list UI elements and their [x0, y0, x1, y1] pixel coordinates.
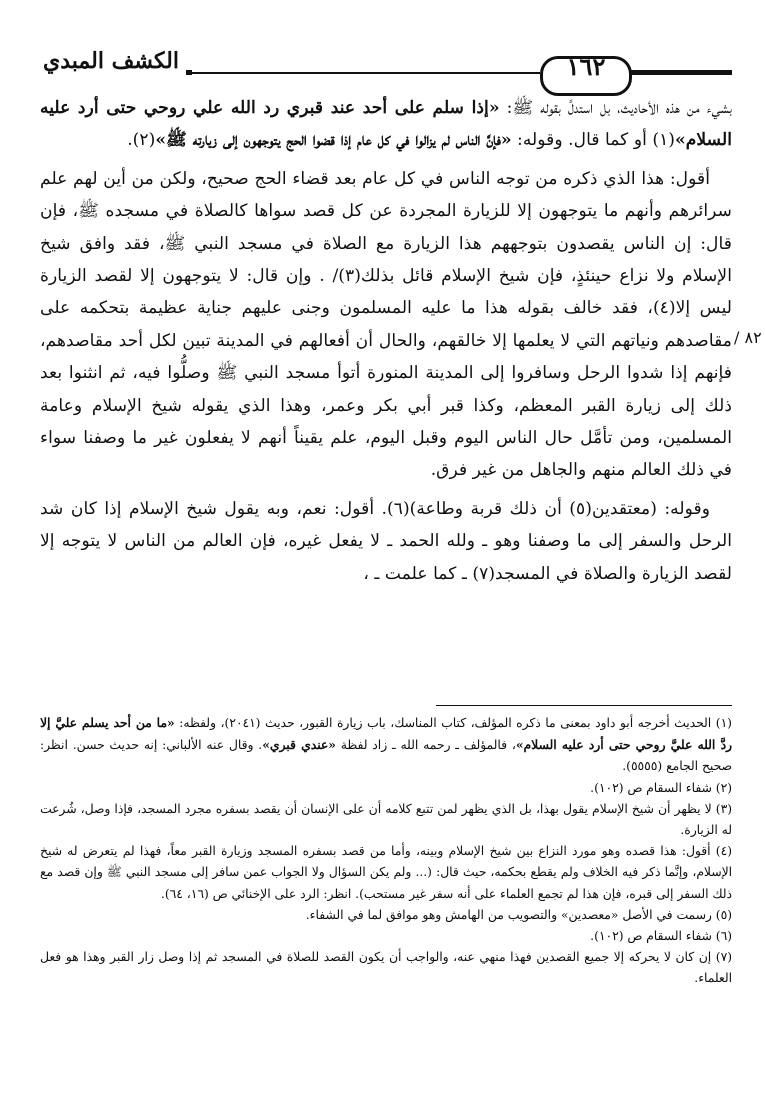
- footnote: (٧) إن كان لا يحركه إلا جميع القصدين فهذا منهي عنه، والواجب أن يكون القصد للصلاة في المسجد ثم إذا وصل زار القبر وهذا هو فعل العلماء.: [40, 950, 732, 986]
- margin-folio-note: ٨٢ /: [734, 328, 762, 347]
- footnote: (٤) أقول: هذا قصده وهو مورد النزاع بين شيخ الإسلام وبينه، وأما من قصد بسفره المسجد وزيارة القبر معاً، فهذا لم يتعرض له شيخ الإسلام، وإنَّما ذكر فيه الخلاف ولم يقطع بحكمه، حيث قال: (... ولم يكن السؤال ولا الجواب عمن سافر إلى مسجد النبي ﷺ وإن قصد مع ذلك السفر إلى قبره، فإن هذا لم تجمع العلماء على أنه سفر غير مستحب). انظر: الرد على الإخنائي ص (١٦، ٦٤).: [40, 844, 732, 901]
- main-text: [40, 92, 732, 590]
- paragraph: أقول: هذا الذي ذكره من توجه الناس في كل عام بعد قضاء الحج صحيح، ولكن من أين لهم علم سرائرهم وأنهم ما يتوجهون إلا للزيارة المجردة عن كل قصد سواها كالصلاة في مسجده ﷺ، فإن قال: إن الناس يقصدون بتوجههم هذا الزيارة مع الصلاة في مسجد النبي ﷺ، فقد وافق شيخ الإسلام ولا نزاع حينئذٍ، فإن شيخ الإسلام قائل بذلك(٣)/ . وإن قال: لا يتوجهون إلا لقصد الزيارة ليس إلا(٤)، فقد خالف بقوله هذا ما عليه المسلمون وجنى عليهم جناية عظيمة بتحكمه على مقاصدهم ونياتهم التي لا يعلمها إلا خالقهم، والحال أن أفعالهم في المدينة تبين لكل أحد مقاصدهم، فإنهم إذا شدوا الرحل وسافروا إلى المدينة المنورة أتوأ مسجد النبي ﷺ وصلُّوا فيه، ثم انثنوا بعد ذلك إلى زيارة القبر المعظم، وكذا قبر أبي بكر وعمر، وهذا الذي يقوله شيخ الإسلام وعامة المسلمين، ومن تأمَّل حال الناس اليوم وقبل اليوم، علم يقيناً أنهم لا يفعلون غير ما وصفنا سواء في ذلك العالم منهم والجاهل من غير فرق.: [40, 168, 732, 481]
- hadith-quote: «إذا سلم على أحد عند قبري رد الله علي روحي حتى أرد عليه السلام»: [40, 98, 732, 151]
- footnote: (١) الحديث أخرجه أبو داود بمعنى ما ذكره المؤلف، كتاب المناسك، باب زيارة القبور، حديث (٢٠٤١)، ولفظه: «ما من أحد يسلم عليَّ إلا ردَّ الله عليَّ روحي حتى أرد عليه السلام»، فالمؤلف ـ رحمه الله ـ زاد لفظة «عندي قبري». وقال عنه الألباني: إنه حديث حسن. انظر: صحيح الجامع (٥٥٥٥).: [40, 715, 732, 774]
- footnotes: [40, 712, 732, 990]
- running-title: الكشف المبدي: [43, 48, 179, 74]
- page-number: ١٦٢: [566, 52, 606, 81]
- footnote: (٥) رسمت في الأصل «معصدين» والتصويب من الهامش وهو موافق لما في الشفاء.: [305, 907, 732, 922]
- footnote-separator: [436, 705, 732, 706]
- header-rule-left: [186, 70, 192, 75]
- header-rule-middle: [190, 72, 540, 74]
- quote: «فإنَّ الناس لم يزالوا في كل عام إذا قضوا الحج يتوجهون إلى زيارته ﷺ»: [155, 130, 512, 151]
- paragraph: وقوله: (معتقدين(٥) أن ذلك قربة وطاعة)(٦). أقول: نعم، وبه يقول شيخ الإسلام إذا كان شد الرحل والسفر إلى ما وصفنا وهو ـ ولله الحمد ـ لا يفعل غيره، فإن العالم من الناس لا يتوجه إلا لقصد الزيارة والصلاة في المسجد(٧) ـ كما علمت ـ ،: [40, 498, 732, 584]
- footnote: (٦) شفاء السقام ص (١٠٢).: [590, 929, 732, 944]
- header-rule-right: [630, 70, 732, 75]
- footnote: (٣) لا يظهر أن شيخ الإسلام يقول بهذا، بل الذي يظهر لمن تتبع كلامه أن على الإنسان أن يقصد بسفره مجرد المسجد، فإذا وصل، شُرعت له الزيارة.: [40, 801, 732, 838]
- paragraph: بشيء من هذه الأحاديث، بل استدلَّ بقوله ﷺ: «إذا سلم على أحد عند قبري رد الله علي روحي حتى أرد عليه السلام»(١) أو كما قال. وقوله: «فإنَّ الناس لم يزالوا في كل عام إذا قضوا الحج يتوجهون إلى زيارته ﷺ»(٢).: [40, 98, 732, 151]
- footnote: (٢) شفاء السقام ص (١٠٢).: [590, 780, 732, 795]
